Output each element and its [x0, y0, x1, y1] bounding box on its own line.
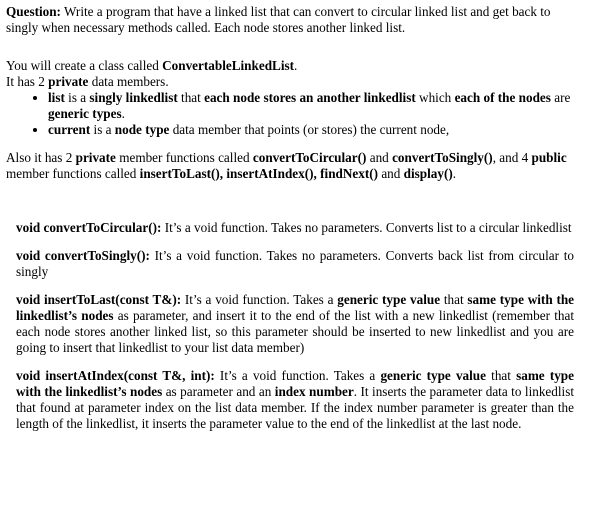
bold-text-segment: void insertToLast(const T&): [16, 292, 182, 307]
fn-convert-to-circular [16, 220, 574, 236]
text-segment: which [415, 90, 455, 105]
bold-text-segment: list [48, 90, 65, 105]
text-segment: member functions called [115, 150, 253, 165]
bold-text-segment: each of the nodes [454, 90, 551, 105]
bold-text-segment: convertToCircular() [252, 150, 367, 165]
text-segment: . [121, 106, 125, 121]
question-text: Write a program that have a linked list that can convert to circular linked list and get back to singly when necessary methods called. Each node stores another linked list. [6, 4, 551, 35]
members-intro-suffix: data members. [88, 74, 169, 89]
bullet-current-member [48, 122, 582, 138]
members-intro [6, 74, 582, 90]
function-descriptions [16, 220, 574, 444]
bold-text-segment: convertToSingly() [392, 150, 493, 165]
bold-text-segment: display() [403, 166, 453, 181]
text-segment: and [378, 166, 404, 181]
members-intro-prefix: It has 2 [6, 74, 49, 89]
text-segment: . It inserts the parameter data to linkedlist that found at parameter index on the list data member. If the index number parameter is greater than the length of the linkedlist, it inserts the parameter value to the end of the linkedlist at the last node. [16, 384, 574, 431]
bold-text-segment: public [531, 150, 567, 165]
text-segment: data member that points (or stores) the current node, [169, 122, 450, 137]
text-segment: as parameter and an [162, 384, 275, 399]
class-intro-suffix: . [294, 58, 298, 73]
data-member-list [6, 90, 582, 138]
text-segment: , and 4 [492, 150, 532, 165]
text-segment: as parameter, and insert it to the end of the list with a new linkedlist (remember that each node stores another linked list, so this parameter should be inserted to new linkedlist and you are going to insert that linkedlist to your list data member) [16, 308, 574, 355]
bold-text-segment: singly linkedlist [89, 90, 178, 105]
text-segment: . [452, 166, 457, 181]
fn-insert-at-index [16, 368, 574, 432]
class-name: ConvertableLinkedList [162, 58, 295, 73]
text-segment: that [177, 90, 205, 105]
bold-text-segment: generic types [48, 106, 122, 121]
bold-text-segment: insertToLast(), insertAtIndex(), findNext() [139, 166, 379, 181]
text-segment: and [366, 150, 393, 165]
text-segment: is a [64, 90, 90, 105]
bold-text-segment: index number [274, 384, 354, 399]
text-segment: It’s a void function. Takes no parameters. Converts list to a circular linkedlist [161, 220, 572, 235]
bold-text-segment: each node stores an another linkedlist [204, 90, 416, 105]
bold-text-segment: node type [114, 122, 170, 137]
text-segment: that [486, 368, 517, 383]
bold-text-segment: private [75, 150, 116, 165]
fn-insert-to-last [16, 292, 574, 356]
text-segment: It’s a void function. Takes no parameters. Converts back list from circular to singly [16, 248, 574, 279]
fn-convert-to-singly [16, 248, 574, 280]
class-intro-prefix: You will create a class called [6, 58, 163, 73]
text-segment: member functions called [6, 166, 140, 181]
bold-text-segment: void convertToCircular(): [16, 220, 162, 235]
members-intro-bold: private [48, 74, 89, 89]
text-segment: It’s a void function. Takes a [214, 368, 381, 383]
text-segment: It’s a void function. Takes a [181, 292, 338, 307]
text-segment: Also it has 2 [6, 150, 76, 165]
bold-text-segment: same type with the linkedlist’s nodes [16, 368, 574, 399]
text-segment: that [440, 292, 468, 307]
bold-text-segment: generic type value [380, 368, 486, 383]
bold-text-segment: same type with the linkedlist’s nodes [16, 292, 575, 323]
bullet-list-member [48, 90, 582, 122]
member-functions-intro [6, 150, 582, 182]
bold-text-segment: void insertAtIndex(const T&, int): [16, 368, 215, 383]
class-intro [6, 58, 582, 74]
question-section [6, 4, 582, 182]
question-label: Question: [6, 4, 61, 19]
bold-text-segment: generic type value [337, 292, 441, 307]
text-segment: are [550, 90, 571, 105]
bold-text-segment: current [48, 122, 91, 137]
bold-text-segment: void convertToSingly(): [16, 248, 150, 263]
text-segment: is a [90, 122, 115, 137]
question-paragraph [6, 4, 582, 36]
